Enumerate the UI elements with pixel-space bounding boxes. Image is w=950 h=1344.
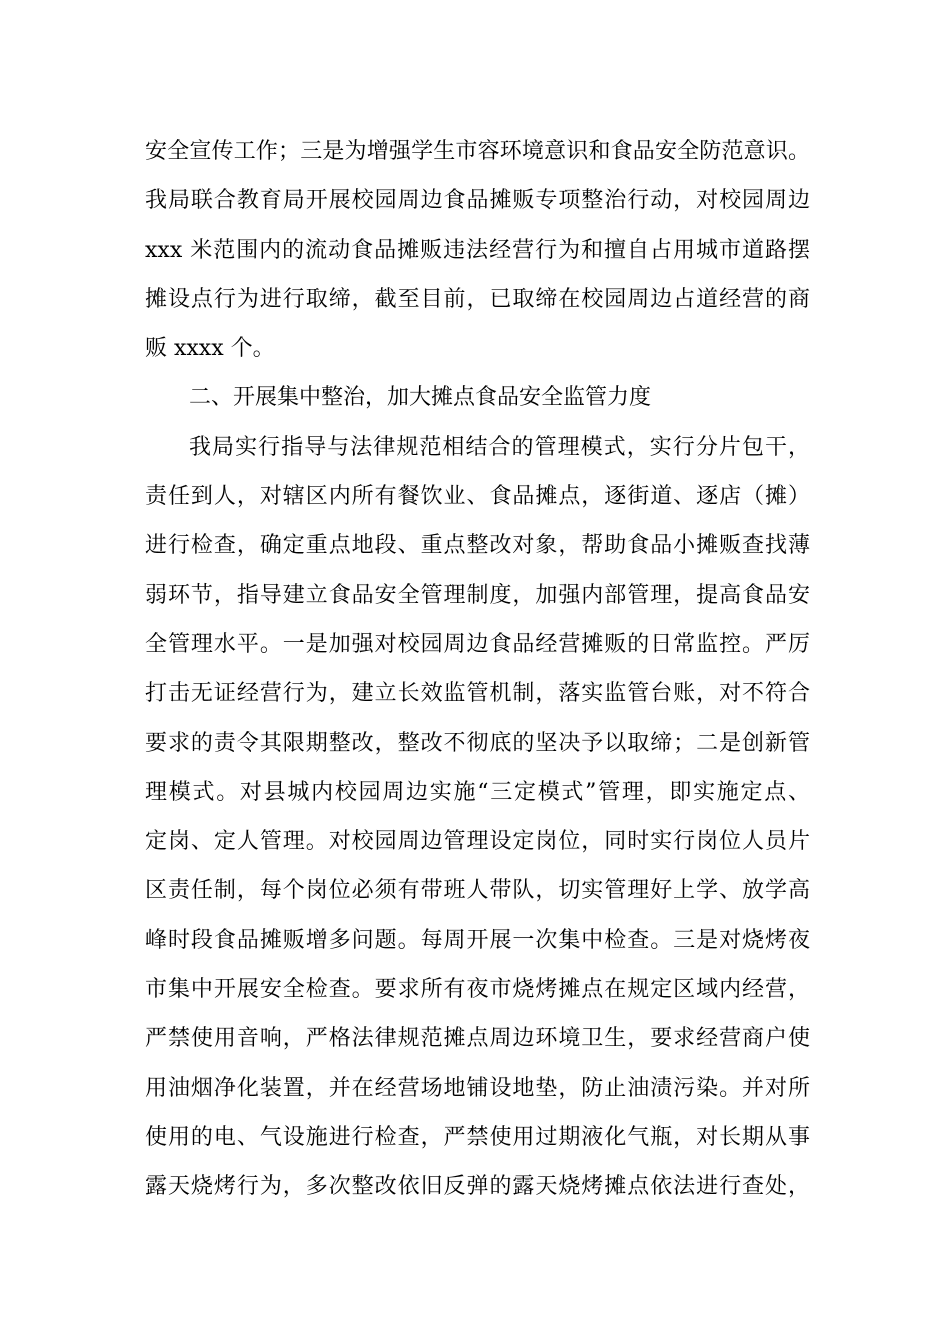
body-line: 峰时段食品摊贩增多问题。每周开展一次集中检查。三是对烧烤夜: [145, 927, 810, 953]
body-line: 责任到人，对辖区内所有餐饮业、食品摊点，逐街道、逐店（摊）: [145, 484, 810, 510]
body-line: 要求的责令其限期整改，整改不彻底的坚决予以取缔；二是创新管: [145, 730, 810, 756]
body-line: 用油烟净化装置，并在经营场地铺设地垫，防止油渍污染。并对所: [145, 1075, 810, 1101]
body-line: 弱环节，指导建立食品安全管理制度，加强内部管理，提高食品安: [145, 582, 810, 608]
body-line: 摊设点行为进行取缔，截至目前，已取缔在校园周边占道经营的商: [145, 286, 810, 312]
body-line: 进行检查，确定重点地段、重点整改对象，帮助食品小摊贩查找薄: [145, 533, 810, 559]
body-line: 贩 xxxx 个。: [145, 336, 275, 362]
body-line: 使用的电、气设施进行检查，严禁使用过期液化气瓶，对长期从事: [145, 1124, 810, 1150]
body-line: 露天烧烤行为，多次整改依旧反弹的露天烧烤摊点依法进行查处，: [145, 1174, 810, 1200]
body-line: 全管理水平。一是加强对校园周边食品经营摊贩的日常监控。严厉: [145, 631, 810, 657]
section-heading: 二、开展集中整治，加大摊点食品安全监管力度: [189, 385, 652, 411]
body-line: 我局联合教育局开展校园周边食品摊贩专项整治行动，对校园周边: [145, 188, 810, 214]
body-line: 安全宣传工作；三是为增强学生市容环境意识和食品安全防范意识。: [145, 139, 810, 164]
document-body: [145, 127, 810, 1212]
body-line: 定岗、定人管理。对校园周边管理设定岗位，同时实行岗位人员片: [145, 829, 810, 855]
body-line: xxx 米范围内的流动食品摊贩违法经营行为和擅自占用城市道路摆: [145, 237, 810, 263]
body-line: 理模式。对县城内校园周边实施“三定模式”管理，即实施定点、: [145, 779, 810, 805]
body-line: 严禁使用音响，严格法律规范摊点周边环境卫生，要求经营商户使: [145, 1026, 810, 1052]
body-line: 我局实行指导与法律规范相结合的管理模式，实行分片包干，: [189, 434, 810, 460]
body-line: 市集中开展安全检查。要求所有夜市烧烤摊点在规定区域内经营，: [145, 977, 810, 1003]
body-line: 区责任制，每个岗位必须有带班人带队，切实管理好上学、放学高: [145, 878, 810, 904]
body-line: 打击无证经营行为，建立长效监管机制，落实监管台账，对不符合: [145, 681, 810, 707]
